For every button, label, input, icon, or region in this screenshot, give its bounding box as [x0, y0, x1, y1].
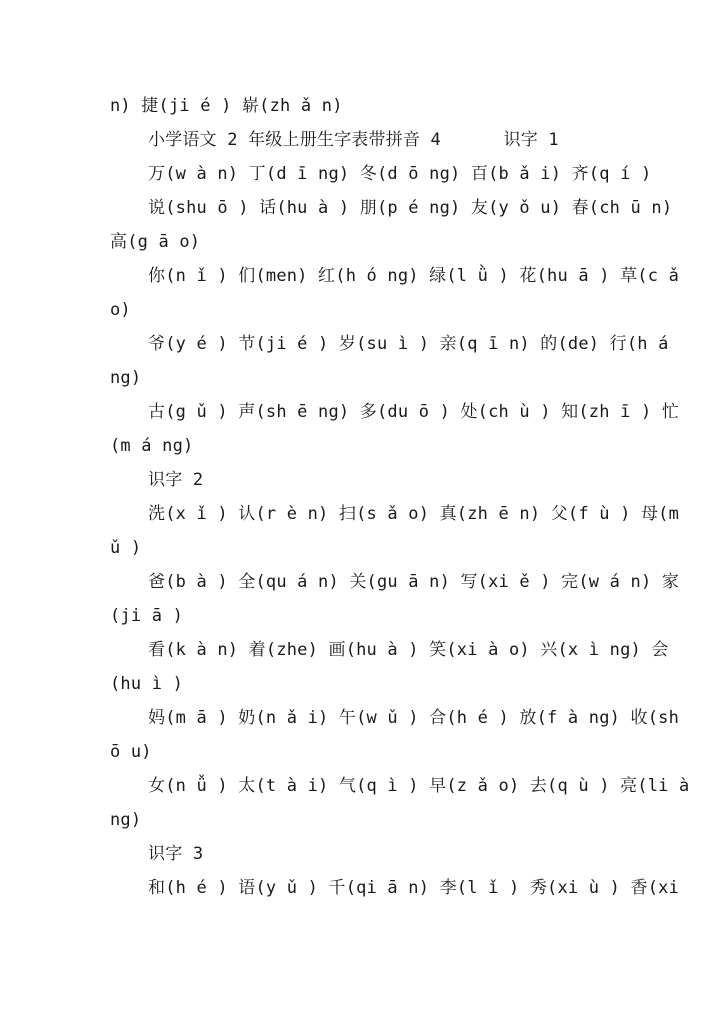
section-heading: 识字 2 [148, 470, 204, 490]
text-line: 看(k à n) 着(zhe) 画(hu à ) 笑(xi à o) 兴(x ì ng) 会 [148, 640, 669, 660]
text-line: 你(n ǐ ) 们(men) 红(h ó ng) 绿(l ǜ ) 花(hu ā ) 草(c ǎ [148, 266, 680, 286]
text-line: 洗(x ǐ ) 认(r è n) 扫(s ǎ o) 真(zh ē n) 父(f ù ) 母(m [148, 504, 680, 524]
text-line: 万(w à n) 丁(d ī ng) 冬(d ō ng) 百(b ǎ i) 齐(q í ) [148, 164, 652, 184]
text-line: n) 捷(ji é ) 崭(zh ǎ n) [110, 96, 343, 116]
text-line: (ji ā ) [110, 606, 184, 626]
text-line: 高(g ā o) [110, 232, 201, 252]
text-line: ng) [110, 368, 142, 388]
text-line: 爸(b à ) 全(qu á n) 关(gu ā n) 写(xi ě ) 完(w á n) 家 [148, 572, 680, 592]
section-heading: 小学语文 2 年级上册生字表带拼音 4 识字 1 [148, 130, 559, 150]
text-line: 和(h é ) 语(y ǔ ) 千(qi ā n) 李(l ǐ ) 秀(xi ù ) 香(xi [148, 878, 680, 898]
text-line: 女(n ǚ ) 太(t à i) 气(q ì ) 早(z ǎ o) 去(q ù ) 亮(li à [148, 776, 690, 796]
text-line: (hu ì ) [110, 674, 184, 694]
text-line: 妈(m ā ) 奶(n ǎ i) 午(w ǔ ) 合(h é ) 放(f à ng) 收(sh [148, 708, 680, 728]
section-heading: 识字 3 [148, 844, 204, 864]
text-line: (m á ng) [110, 436, 194, 456]
text-line: 古(g ǔ ) 声(sh ē ng) 多(du ō ) 处(ch ù ) 知(zh ī ) 忙 [148, 402, 680, 422]
text-line: o) [110, 300, 131, 320]
text-line: 说(shu ō ) 话(hu à ) 朋(p é ng) 友(y ǒ u) 春(ch ū n) [148, 198, 673, 218]
text-line: ng) [110, 810, 142, 830]
text-line: 爷(y é ) 节(ji é ) 岁(su ì ) 亲(q ī n) 的(de) 行(h á [148, 334, 669, 354]
text-line: ō u) [110, 742, 152, 762]
text-line: ǔ ) [110, 538, 142, 558]
